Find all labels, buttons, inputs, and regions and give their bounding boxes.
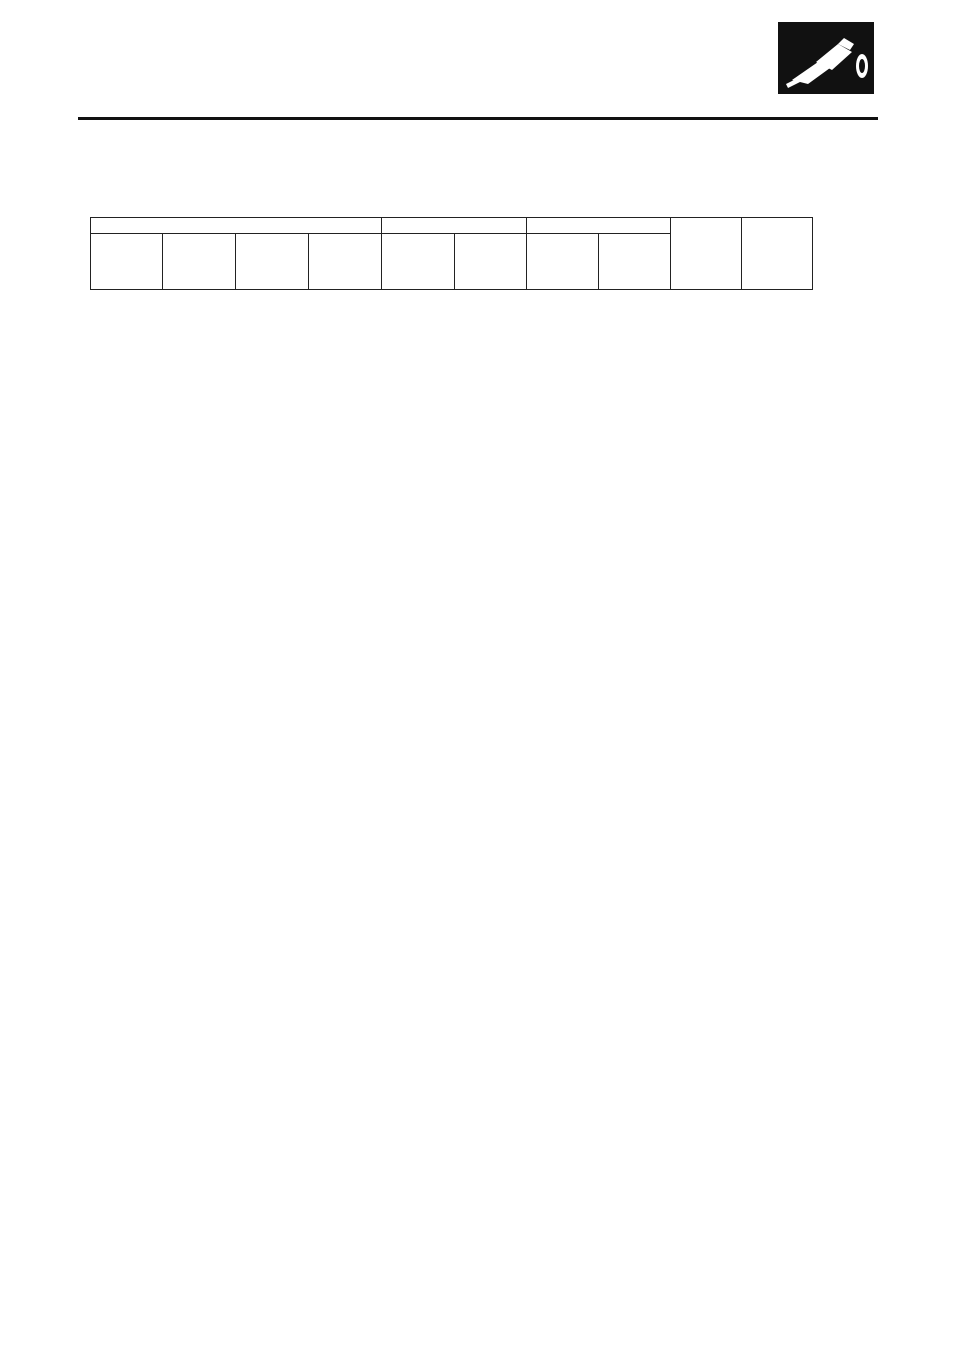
group-header [671, 218, 742, 290]
troubleshooting-matrix [90, 217, 813, 290]
column-name [309, 234, 382, 290]
column-name [382, 234, 455, 290]
header-rule [78, 117, 878, 120]
symptom-table [90, 217, 813, 290]
column-name [527, 234, 599, 290]
column-name [163, 234, 236, 290]
group-header-row [91, 218, 813, 234]
fuel-nozzle-icon [778, 22, 874, 94]
group-header [91, 218, 382, 234]
column-name [236, 234, 309, 290]
column-name [742, 218, 813, 290]
column-name [91, 234, 163, 290]
group-header [382, 218, 527, 234]
column-name [455, 234, 527, 290]
column-name [599, 234, 671, 290]
group-header [527, 218, 671, 234]
